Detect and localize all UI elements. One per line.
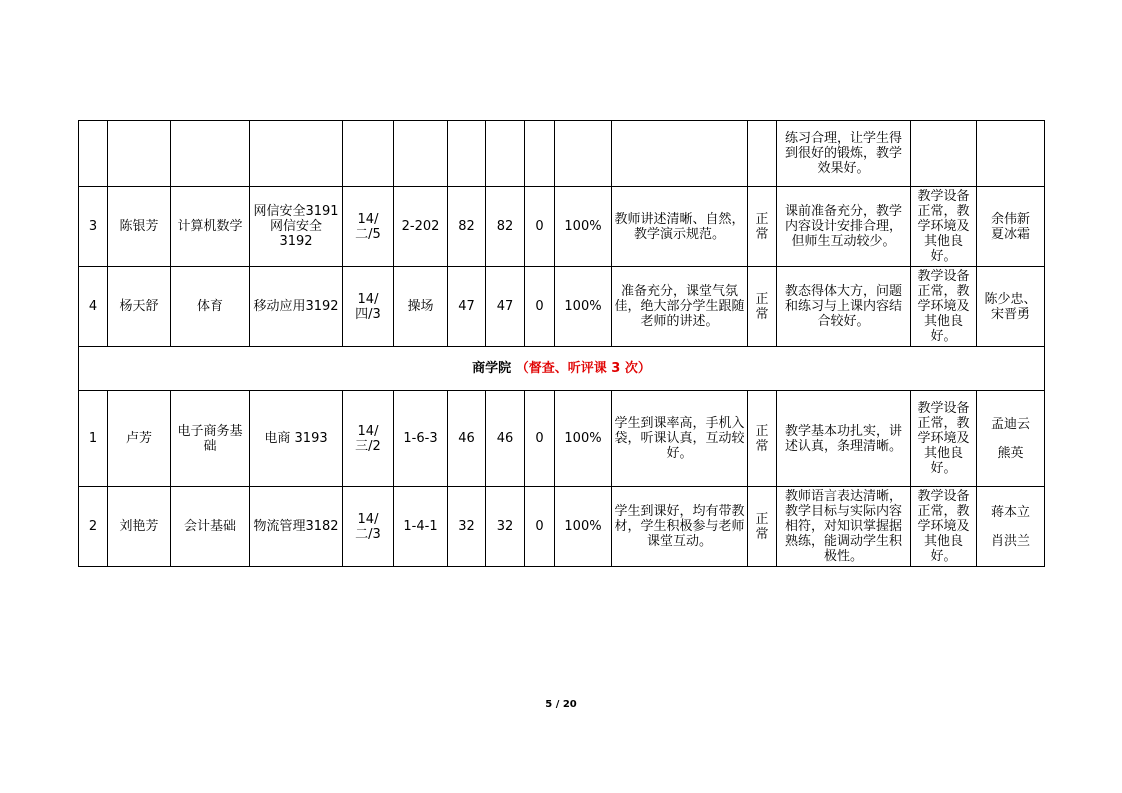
- evaluator-name: 余伟新: [990, 211, 1030, 227]
- table-row: [79, 267, 1045, 347]
- cell-teaching-status: 教师语言表达清晰，教学目标与实际内容相符，对知识掌握据熟练，能调动学生积极性。: [777, 487, 911, 567]
- cell-no: [79, 121, 108, 187]
- section-name: 商学院: [472, 361, 512, 376]
- evaluator-name: 熊英: [997, 445, 1024, 461]
- cell-class: 移动应用3192: [250, 267, 343, 347]
- cell-rate: 100%: [555, 391, 612, 487]
- cell-week: 14/三/2: [343, 391, 394, 487]
- cell-actual: 46: [486, 391, 525, 487]
- table-row: [79, 121, 1045, 187]
- cell-absent: [525, 121, 555, 187]
- cell-rate: 100%: [555, 267, 612, 347]
- cell-room: 操场: [394, 267, 448, 347]
- cell-teacher: 刘艳芳: [108, 487, 171, 567]
- cell-teaching-status: 练习合理，让学生得到很好的锻炼，教学效果好。: [777, 121, 911, 187]
- evaluator-name: 蒋本立: [990, 504, 1030, 520]
- evaluator-name: 宋晋勇: [990, 306, 1030, 322]
- cell-class: [250, 121, 343, 187]
- cell-student-status: 学生到课率高，手机入袋，听课认真，互动较好。: [612, 391, 748, 487]
- cell-equipment: 教学设备正常，教学环境及其他良好。: [911, 391, 977, 487]
- cell-absent: 0: [525, 187, 555, 267]
- cell-evaluators: [977, 391, 1045, 487]
- cell-teacher: 杨天舒: [108, 267, 171, 347]
- cell-absent: 0: [525, 391, 555, 487]
- evaluator-name: 肖洪兰: [990, 533, 1030, 549]
- cell-room: 1-6-3: [394, 391, 448, 487]
- cell-expected: [448, 121, 486, 187]
- cell-no: 2: [79, 487, 108, 567]
- section-title: [79, 347, 1045, 391]
- cell-student-status: 准备充分，课堂气氛佳，绝大部分学生跟随老师的讲述。: [612, 267, 748, 347]
- cell-course: [171, 121, 250, 187]
- cell-evaluators: [977, 487, 1045, 567]
- cell-order: [748, 121, 777, 187]
- evaluator-name: 夏冰霜: [990, 226, 1030, 242]
- cell-class: 电商 3193: [250, 391, 343, 487]
- cell-teacher: 陈银芳: [108, 187, 171, 267]
- cell-evaluators: [977, 267, 1045, 347]
- table-row: [79, 391, 1045, 487]
- table-row: [79, 187, 1045, 267]
- table-row: [79, 487, 1045, 567]
- cell-order: 正常: [748, 187, 777, 267]
- cell-actual: [486, 121, 525, 187]
- cell-actual: 32: [486, 487, 525, 567]
- cell-room: 1-4-1: [394, 487, 448, 567]
- evaluator-name: 孟迪云: [990, 416, 1030, 432]
- cell-order: 正常: [748, 487, 777, 567]
- cell-teacher: [108, 121, 171, 187]
- inspection-table: [78, 120, 1045, 567]
- cell-rate: [555, 121, 612, 187]
- cell-expected: 46: [448, 391, 486, 487]
- cell-actual: 47: [486, 267, 525, 347]
- cell-absent: 0: [525, 487, 555, 567]
- cell-actual: 82: [486, 187, 525, 267]
- cell-order: 正常: [748, 267, 777, 347]
- cell-evaluators: [977, 187, 1045, 267]
- cell-week: 14/二/5: [343, 187, 394, 267]
- cell-room: [394, 121, 448, 187]
- cell-equipment: 教学设备正常，教学环境及其他良好。: [911, 267, 977, 347]
- cell-equipment: 教学设备正常，教学环境及其他良好。: [911, 187, 977, 267]
- cell-equipment: [911, 121, 977, 187]
- cell-room: 2-202: [394, 187, 448, 267]
- cell-no: 1: [79, 391, 108, 487]
- cell-rate: 100%: [555, 487, 612, 567]
- cell-course: 电子商务基础: [171, 391, 250, 487]
- section-note: （督查、听评课 3 次）: [515, 361, 651, 376]
- evaluator-name: 陈少忠、: [984, 291, 1037, 307]
- section-header-row: [79, 347, 1045, 391]
- cell-expected: 47: [448, 267, 486, 347]
- cell-evaluators: [977, 121, 1045, 187]
- cell-expected: 82: [448, 187, 486, 267]
- cell-week: [343, 121, 394, 187]
- cell-order: 正常: [748, 391, 777, 487]
- cell-no: 3: [79, 187, 108, 267]
- cell-teacher: 卢芳: [108, 391, 171, 487]
- cell-class: 网信安全3191 网信安全 3192: [250, 187, 343, 267]
- cell-student-status: 教师讲述清晰、自然，教学演示规范。: [612, 187, 748, 267]
- cell-course: 计算机数学: [171, 187, 250, 267]
- page-number: 5 / 20: [545, 699, 577, 710]
- cell-teaching-status: 教学基本功扎实，讲述认真，条理清晰。: [777, 391, 911, 487]
- cell-teaching-status: 教态得体大方，问题和练习与上课内容结合较好。: [777, 267, 911, 347]
- cell-equipment: 教学设备正常，教学环境及其他良好。: [911, 487, 977, 567]
- cell-rate: 100%: [555, 187, 612, 267]
- cell-week: 14/四/3: [343, 267, 394, 347]
- cell-class: 物流管理3182: [250, 487, 343, 567]
- cell-course: 体育: [171, 267, 250, 347]
- cell-course: 会计基础: [171, 487, 250, 567]
- cell-absent: 0: [525, 267, 555, 347]
- cell-student-status: [612, 121, 748, 187]
- cell-student-status: 学生到课好，均有带教材，学生积极参与老师课堂互动。: [612, 487, 748, 567]
- cell-expected: 32: [448, 487, 486, 567]
- cell-teaching-status: 课前准备充分，教学内容设计安排合理，但师生互动较少。: [777, 187, 911, 267]
- cell-week: 14/二/3: [343, 487, 394, 567]
- cell-no: 4: [79, 267, 108, 347]
